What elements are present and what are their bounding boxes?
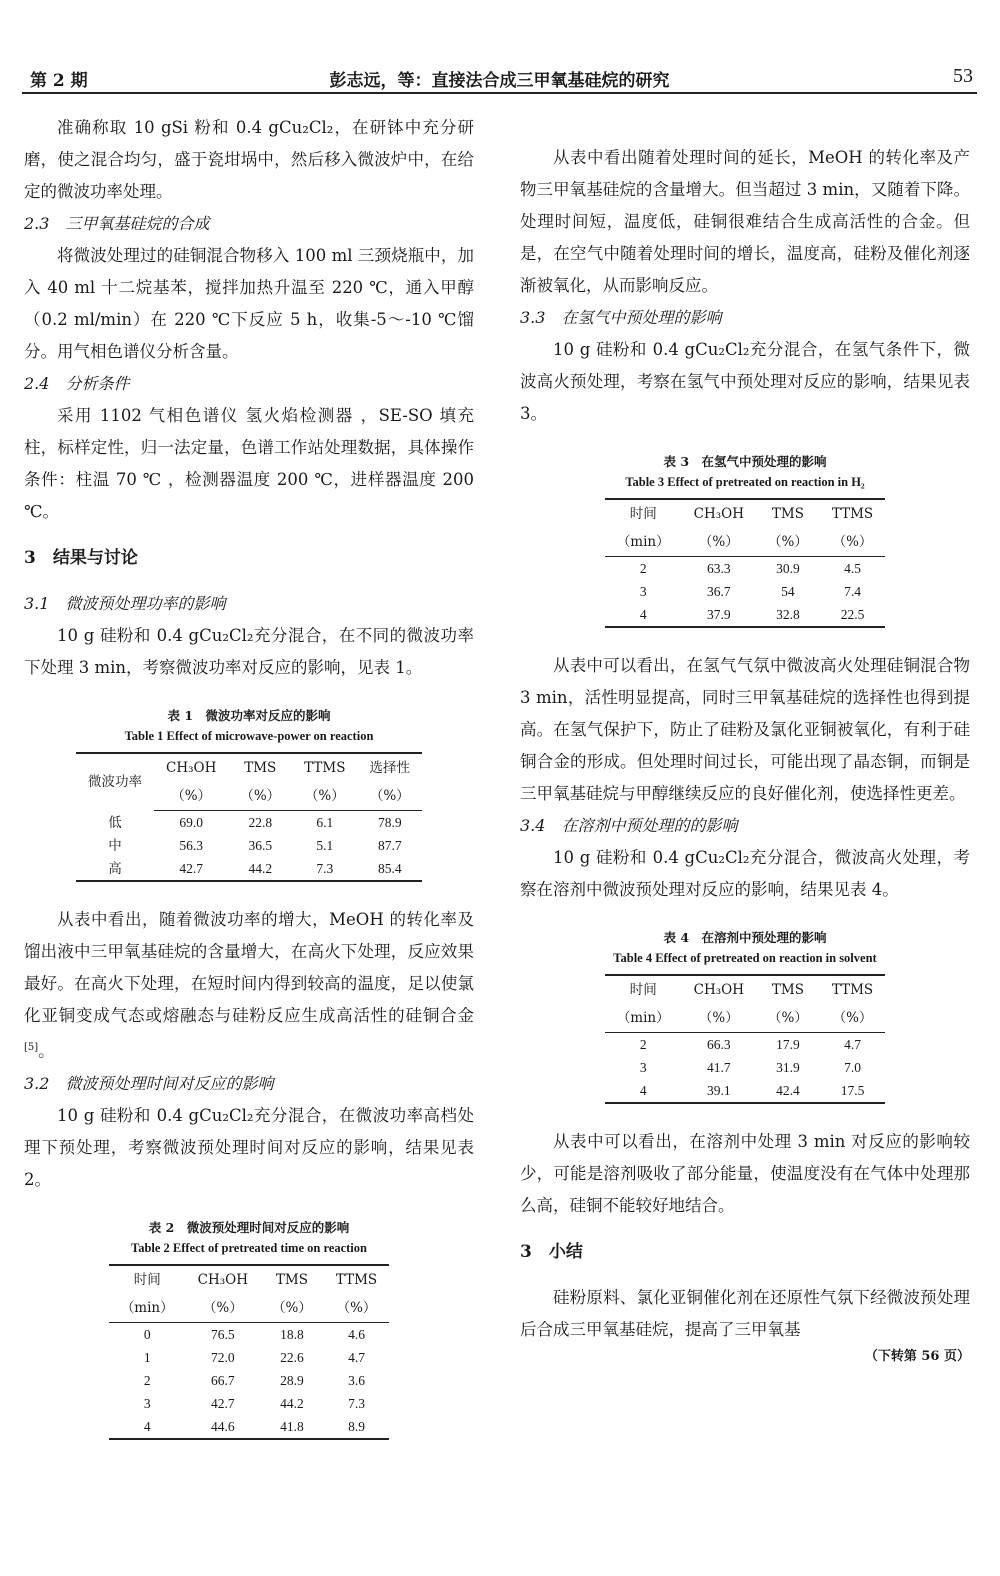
table-1 [24, 706, 474, 882]
running-title: 彭志远，等：直接法合成三甲氧基硅烷的研究 [329, 71, 670, 91]
table-cell: 41.8 [280, 1418, 304, 1434]
table-unit-cell: （%） [228, 782, 292, 811]
right-column [520, 112, 970, 1368]
table-cell: 28.9 [280, 1372, 304, 1388]
table-row [109, 1322, 389, 1346]
table-unit-cell: （%） [260, 1294, 324, 1323]
paragraph-intro: 准确称取 10 gSi 粉和 0.4 gCu₂Cl₂，在研钵中充分研磨，使之混合均匀，盛于瓷坩埚中，然后移入微波炉中，在给定的微波功率处理。 [24, 118, 474, 201]
paragraph-3-4: 10 g 硅粉和 0.4 gCu₂Cl₂充分混合，微波高火处理，考察在溶剂中微波预处理对反应的影响，结果见表 4。 [520, 848, 970, 899]
table-header-cell: TMS [771, 982, 804, 998]
table-cell: 66.3 [707, 1037, 731, 1052]
table-row [605, 1056, 885, 1079]
table-3-grid [605, 498, 885, 628]
table-row [76, 811, 422, 835]
table-unit-cell: （%） [358, 782, 423, 811]
section-3-1-heading: 3.1 微波预处理功率的影响 [24, 594, 226, 613]
table-cell: 87.7 [377, 838, 402, 853]
table-row [605, 557, 885, 581]
reference-marker: [5] [24, 1042, 39, 1053]
table-4-caption-en: Table 4 Effect of pretreated on reaction in solvent [613, 951, 877, 965]
section-3-3-heading: 3.3 在氢气中预处理的影响 [520, 308, 722, 327]
table-unit-cell: （%） [186, 1294, 260, 1323]
table-unit-cell: （%） [292, 782, 357, 811]
table-cell: 36.5 [248, 838, 273, 853]
table-header-cell: TMS [275, 1271, 308, 1288]
table-cell: 4 [639, 1083, 647, 1098]
table-header-cell: TTMS [831, 506, 874, 522]
table-4 [520, 928, 970, 1104]
paragraph-3-2: 10 g 硅粉和 0.4 gCu₂Cl₂充分混合，在微波功率高档处理下预处理，考察微波预处理时间对反应的影响，结果见表 2。 [24, 1105, 474, 1189]
table-2-caption-cn: 表 2 微波预处理时间对反应的影响 [148, 1219, 350, 1235]
section-3-heading: 3 结果与讨论 [24, 548, 138, 568]
table-cell: 3 [639, 1060, 647, 1075]
table-cell: 4 [143, 1418, 151, 1434]
table-cell: 3 [639, 584, 647, 599]
table-unit-cell: （min） [109, 1294, 186, 1323]
paragraph-2-4: 采用 1102 气相色谱仪 氢火焰检测器 ，SE-SO 填充柱，标样定性，归一法定量，色谱工作站处理数据，具体操作条件：柱温 70 ℃ ，检测器温度 200 ℃，进样器温度 200 ℃。 [24, 406, 474, 521]
table-header-cell: 微波功率 [87, 774, 142, 791]
table-cell: 低 [108, 814, 122, 830]
table-row [605, 1079, 885, 1103]
table-cell: 63.3 [707, 561, 731, 576]
table-row [109, 1415, 389, 1439]
table-row [76, 834, 422, 857]
table-cell: 17.5 [840, 1083, 865, 1098]
table-cell: 22.8 [248, 815, 273, 830]
paragraph-3-3: 10 g 硅粉和 0.4 gCu₂Cl₂充分混合，在氢气条件下，微波高火预处理，考察在氢气中预处理对反应的影响，结果见表 3。 [520, 340, 970, 423]
table-cell: 44.2 [248, 861, 273, 876]
continued-note: （下转第 56 页） [864, 1349, 970, 1364]
table-cell: 44.2 [280, 1395, 304, 1411]
table-cell: 4.7 [844, 1037, 861, 1052]
table-header-cell: 时间 [629, 982, 657, 998]
table-cell: 56.3 [179, 838, 203, 853]
table-3-caption-en: Table 3 Effect of pretreated on reaction in H₂ [625, 475, 865, 489]
table-cell: 22.5 [840, 607, 865, 622]
table-cell: 高 [108, 861, 122, 876]
table-unit-cell: （%） [324, 1294, 389, 1323]
table-cell: 7.3 [348, 1395, 365, 1411]
table-header-cell: TTMS [304, 760, 346, 776]
table-2-caption-en: Table 2 Effect of pretreated time on reaction [131, 1240, 367, 1255]
table-cell: 7.0 [844, 1060, 861, 1075]
section-2-3-heading: 2.3 三甲氧基硅烷的合成 [24, 214, 210, 233]
table-header-cell: CH₃OH [693, 506, 744, 522]
table-unit-cell: （%） [820, 528, 885, 557]
table-cell: 0 [143, 1326, 151, 1342]
table-row [605, 580, 885, 603]
table-cell: 32.8 [776, 607, 800, 622]
table-cell: 5.1 [316, 838, 334, 853]
table-1-caption-cn: 表 1 微波功率对反应的影响 [167, 708, 331, 723]
table-2 [24, 1218, 474, 1440]
table-1-grid [76, 752, 422, 882]
table-cell: 39.1 [707, 1083, 731, 1098]
table-row [109, 1369, 389, 1392]
page-header [22, 60, 977, 94]
paragraph-3-1: 10 g 硅粉和 0.4 gCu₂Cl₂充分混合，在不同的微波功率下处理 3 min，考察微波功率对反应的影响，见表 1。 [24, 626, 474, 677]
table-cell: 30.9 [776, 561, 800, 576]
table-header-cell: 时间 [133, 1271, 161, 1288]
section-3-2-heading: 3.2 微波预处理时间对反应的影响 [24, 1073, 274, 1093]
table-header-cell: CH₃OH [165, 760, 217, 776]
paragraph-after-table-1: 从表中看出，随着微波功率的增大，MeOH 的转化率及馏出液中三甲氧基硅烷的含量增大，在高火下处理，反应效果最好。在高火下处理，在短时间内得到较高的温度，足以使氯化亚铜变成气态或熔融态与硅粉反应生成高活性的硅铜合金[5]。 [24, 910, 474, 1061]
table-2-grid [109, 1264, 389, 1440]
table-4-caption-cn: 表 4 在溶剂中预处理的影响 [663, 930, 827, 945]
table-unit-cell: （%） [756, 1004, 820, 1033]
table-cell: 3.6 [348, 1372, 365, 1388]
table-cell: 69.0 [179, 815, 203, 830]
table-cell: 42.7 [211, 1395, 235, 1411]
table-cell: 中 [108, 838, 122, 853]
page-number: 53 [953, 65, 973, 87]
table-header-cell: TMS [244, 760, 277, 776]
table-cell: 2 [639, 561, 647, 576]
table-3-caption-cn: 表 3 在氢气中预处理的影响 [663, 454, 827, 469]
table-cell: 72.0 [211, 1349, 235, 1365]
table-unit-cell: （%） [682, 528, 756, 557]
table-cell: 18.8 [280, 1326, 304, 1342]
table-cell: 44.6 [211, 1418, 235, 1434]
table-header-cell: TTMS [335, 1271, 378, 1288]
table-unit-cell: （%） [756, 528, 820, 557]
table-header-cell: 时间 [629, 506, 657, 522]
table-unit-cell: （%） [154, 782, 228, 811]
table-header-cell: 选择性 [369, 760, 411, 776]
table-cell: 54 [781, 584, 795, 599]
table-3 [520, 452, 970, 628]
table-cell: 31.9 [776, 1060, 800, 1075]
journal-issue: 第 2 期 [30, 71, 88, 91]
table-header-cell: TTMS [831, 982, 874, 998]
summary-heading: 3 小结 [520, 1242, 583, 1262]
table-1-caption-en: Table 1 Effect of microwave-power on reaction [124, 729, 374, 743]
table-header-cell: CH₃OH [197, 1271, 248, 1288]
table-cell: 2 [143, 1372, 151, 1388]
table-cell: 41.7 [707, 1060, 731, 1075]
paragraph-summary: 硅粉原料、氯化亚铜催化剂在还原性气氛下经微波预处理后合成三甲氧基硅烷，提高了三甲氧基 [520, 1288, 970, 1339]
paragraph-after-table-3: 从表中可以看出，在氢气气氛中微波高火处理硅铜混合物 3 min，活性明显提高，同时三甲氧基硅烷的选择性也得到提高。在氢气保护下，防止了硅粉及氯化亚铜被氧化，有利于硅铜合金的形成。但处理时间过长，可能出现了晶态铜，而铜是三甲氧基硅烷与甲醇继续反应的良好催化剂，使选择性更差。 [520, 656, 970, 803]
table-unit-cell: （min） [605, 528, 682, 557]
table-cell: 76.5 [211, 1326, 235, 1342]
table-unit-cell: （min） [605, 1004, 682, 1033]
table-row [109, 1346, 389, 1369]
table-cell: 37.9 [707, 607, 731, 622]
table-cell: 4.5 [844, 561, 861, 576]
table-cell: 36.7 [707, 584, 731, 599]
table-unit-cell: （%） [820, 1004, 885, 1033]
table-cell: 6.1 [316, 815, 334, 830]
table-cell: 3 [143, 1395, 151, 1411]
left-column [24, 112, 474, 1440]
table-cell: 2 [639, 1037, 647, 1052]
table-cell: 7.4 [844, 584, 861, 599]
table-cell: 78.9 [377, 815, 402, 830]
table-row [76, 857, 422, 881]
table-cell: 8.9 [348, 1418, 365, 1434]
table-unit-cell: （%） [682, 1004, 756, 1033]
table-cell: 1 [143, 1349, 151, 1365]
table-row [109, 1392, 389, 1415]
table-header-cell: CH₃OH [693, 982, 744, 998]
section-2-4-heading: 2.4 分析条件 [24, 374, 130, 393]
table-cell: 66.7 [211, 1372, 235, 1388]
table-4-grid [605, 974, 885, 1104]
table-cell: 4.6 [348, 1326, 365, 1342]
table-row [605, 1033, 885, 1057]
table-cell: 42.4 [776, 1083, 800, 1098]
paragraph-2-3: 将微波处理过的硅铜混合物移入 100 ml 三颈烧瓶中，加入 40 ml 十二烷基苯，搅拌加热升温至 220 ℃，通入甲醇（0.2 ml/min）在 220 ℃下反应 5 h，收集-5～-10 ℃馏分。用气相色谱仪分析含量。 [24, 246, 474, 361]
table-cell: 22.6 [280, 1349, 304, 1365]
paragraph-after-table-2: 从表中看出随着处理时间的延长，MeOH 的转化率及产物三甲氧基硅烷的含量增大。但当超过 3 min，又随着下降。处理时间短，温度低，硅铜很难结合生成高活性的合金。但是，在空气中随着处理时间的增长，温度高，硅粉及催化剂逐渐被氧化，从而影响反应。 [520, 148, 970, 295]
table-cell: 85.4 [377, 861, 402, 876]
table-cell: 17.9 [776, 1037, 800, 1052]
table-header-cell: TMS [771, 506, 804, 522]
paragraph-after-table-4: 从表中可以看出，在溶剂中处理 3 min 对反应的影响较少，可能是溶剂吸收了部分能量，使温度没有在气体中处理那么高，硅铜不能较好地结合。 [520, 1132, 970, 1215]
table-cell: 42.7 [179, 861, 203, 876]
table-cell: 4.7 [348, 1349, 365, 1365]
table-cell: 7.3 [316, 861, 334, 876]
table-row [605, 603, 885, 627]
table-cell: 4 [639, 607, 647, 622]
section-3-4-heading: 3.4 在溶剂中预处理的的影响 [520, 816, 738, 835]
